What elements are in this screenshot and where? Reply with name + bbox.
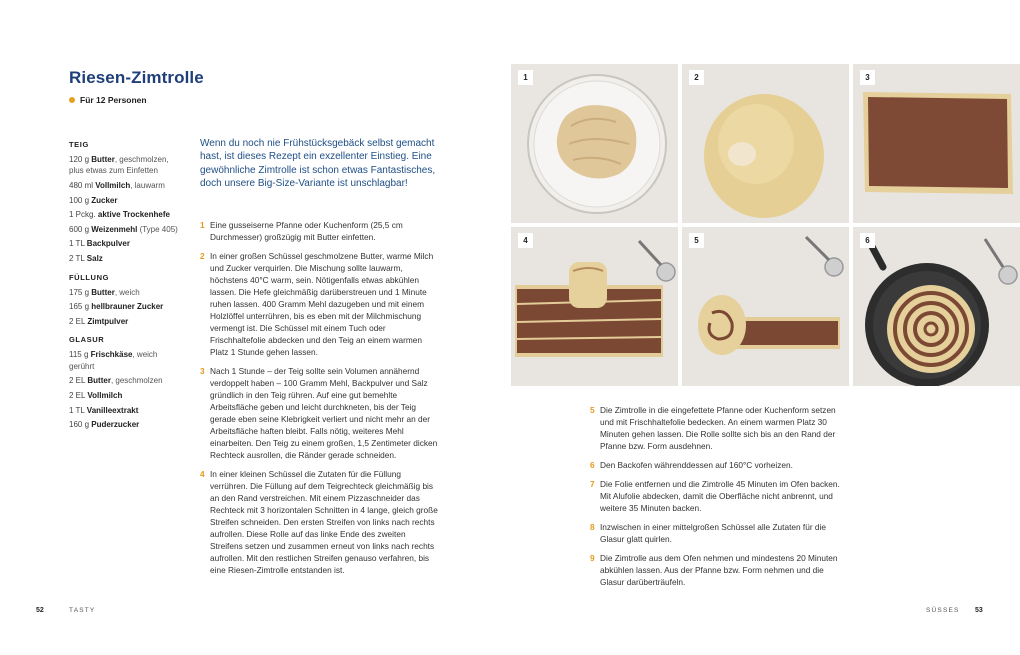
step-number: 4	[200, 469, 205, 480]
step-text: Die Zimtrolle aus dem Ofen nehmen und mindestens 20 Minuten abkühlen lassen. Aus der Pfanne bzw. Form nehmen und die Glasur darüberträufeln.	[600, 553, 838, 588]
ingredient-name: Frischkäse	[90, 350, 133, 360]
ingredient-item	[69, 375, 184, 387]
running-head-left: TASTY	[69, 607, 96, 614]
ingredient-name: Salz	[86, 254, 103, 264]
rolling-strips-photo	[511, 227, 678, 386]
ingredient-quantity: 165 g	[69, 302, 92, 312]
step-text: Nach 1 Stunde – der Teig sollte sein Volumen annähernd verdoppelt haben – 100 Gramm Mehl, Backpulver und Salz gründlich in den Teig rühren. Auf eine gut bemehlte Arbeitsfläche geben und leicht durchkneten, bis der Teig gerade eben seine Klebrigkeit verliert und nicht mehr an der Arbeitsfläche haften bleibt. Falls nötig, weiteres Mehl einarbeiten. Den Teig zu einem großen, 1,5 Zentimeter dicken Rechteck ausrollen, die Ränder gerade schneiden.	[210, 366, 438, 461]
step-item	[590, 521, 840, 545]
bullet-dot-icon	[69, 97, 75, 103]
ingredient-name: Backpulver	[86, 239, 130, 249]
ingredient-item	[69, 253, 184, 265]
photo-badge: 4	[518, 233, 533, 248]
ingredient-quantity: 160 g	[69, 420, 92, 430]
intro-text: Wenn du noch nie Frühstücksgebäck selbst gemacht hast, ist dieses Rezept ein exzellenter Einstieg. Eine gewöhnliche Zimtrolle ist schon etwas Fantastisches, doch unsere Big-Size-Variante ist unschlagbar!	[200, 138, 436, 189]
ingredient-heading: GLASUR	[69, 335, 105, 345]
step-item	[590, 459, 840, 471]
ingredient-quantity: 600 g	[69, 224, 92, 234]
ingredient-item	[69, 301, 184, 313]
ingredient-note: , geschmolzen, plus etwas zum Einfetten	[69, 154, 169, 176]
page-number-right: 53	[975, 607, 983, 614]
ingredient-list	[69, 140, 184, 439]
step-item	[590, 478, 840, 514]
step-item	[590, 552, 840, 588]
ingredient-item	[69, 209, 184, 221]
ingredient-name: aktive Trockenhefe	[97, 210, 170, 220]
step-photo-4	[511, 227, 678, 386]
step-photo-2	[682, 64, 849, 223]
step-item	[200, 219, 440, 243]
ingredient-item	[69, 287, 184, 299]
ingredient-group-glasur	[69, 335, 184, 430]
photo-badge: 5	[689, 233, 704, 248]
ingredient-heading: TEIG	[69, 140, 89, 149]
photo-badge: 3	[860, 70, 875, 85]
ingredient-quantity: 1 TL	[69, 405, 87, 415]
step-text: Eine gusseiserne Pfanne oder Kuchenform (25,5 cm Durchmesser) großzügig mit Butter einfetten.	[210, 220, 403, 243]
ingredient-name: Zimtpulver	[87, 316, 129, 326]
step-item	[200, 365, 440, 461]
serves-line	[69, 95, 147, 105]
ingredient-item	[69, 390, 184, 402]
ingredient-item	[69, 349, 184, 372]
ingredient-item	[69, 224, 184, 236]
ingredient-group-fuellung	[69, 273, 184, 328]
ingredient-name: Butter	[91, 154, 115, 164]
ingredient-name: Vanilleextrakt	[86, 405, 139, 415]
ingredient-note: , weich	[114, 287, 140, 297]
step-photo-3	[853, 64, 1020, 223]
ingredient-item	[69, 238, 184, 250]
step-text: Die Zimtrolle in die eingefettete Pfanne oder Kuchenform setzen und mit Frischhaltefolie bedecken. An einem warmen Platz 30 Minuten gehen lassen. Die Rolle sollte sich bis an den Rand der Pfanne bzw. Form ausdehnen.	[600, 405, 836, 452]
step-number: 9	[590, 553, 595, 564]
roll-in-skillet-photo	[853, 227, 1020, 386]
ingredient-quantity: 115 g	[69, 350, 91, 360]
ingredient-note: , lauwarm	[130, 181, 165, 191]
ingredient-quantity: 100 g	[69, 195, 92, 205]
ingredient-quantity: 2 EL	[69, 316, 88, 326]
ingredient-name: Weizenmehl	[91, 224, 138, 234]
step-photo-1	[511, 64, 678, 223]
step-number: 1	[200, 220, 205, 230]
dough-in-bowl-photo	[511, 64, 678, 223]
step-number: 6	[590, 460, 595, 471]
step-number: 3	[200, 366, 205, 377]
step-text: Den Backofen währenddessen auf 160°C vorheizen.	[600, 460, 793, 471]
step-number: 7	[590, 479, 595, 490]
ingredient-name: Butter	[91, 287, 115, 297]
ingredient-note: , geschmolzen	[110, 376, 163, 386]
step-text: In einer kleinen Schüssel die Zutaten für die Füllung verrühren. Die Füllung auf dem Teigrechteck gleichmäßig bis an den Rand verstreichen. Mit einem Pizzaschneider das Rechteck mit 3 horizontalen Schnitten in 4 lange, gleich große Streifen schneiden. Den ersten Streifen von links nach rechts aufrollen. Diese Rolle auf das linke Ende des zweiten Streifens setzen und zusammen erneut von links nach rechts aufrollen. Mit den restlichen Streifen genauso verfahren, bis eine Riesen-Zimtrolle entstanden ist.	[210, 469, 438, 576]
step-item	[200, 468, 440, 576]
page-number-left: 52	[36, 607, 44, 614]
ingredient-quantity: 2 TL	[69, 254, 87, 264]
ingredient-quantity: 175 g	[69, 287, 92, 297]
ingredient-name: Butter	[87, 376, 111, 386]
recipe-title: Riesen-Zimtrolle	[69, 68, 204, 87]
running-head-right: SÜSSES	[926, 607, 960, 614]
ingredient-item	[69, 419, 184, 431]
serves-text: Für 12 Personen	[80, 95, 147, 105]
ingredient-name: hellbrauner Zucker	[91, 302, 164, 312]
photo-badge: 2	[689, 70, 704, 85]
ingredient-quantity: 2 EL	[69, 390, 88, 400]
rolled-dough-photo	[682, 227, 849, 386]
step-number: 2	[200, 251, 205, 262]
step-text: In einer großen Schüssel geschmolzene Butter, warme Milch und Zucker verquirlen. Die Mischung sollte lauwarm, höchstens 40°C warm, sein. Nötigenfalls etwas abkühlen lassen. Die Hefe gleichmäßig darüberstreuen und 1 Minute ruhen lassen. 400 Gramm Mehl dazugeben und mit einem Holzlöffel unterrühren, bis es eben mit der Milchmischung vermengt ist. Die Schüssel mit einem Tuch oder Frischhaltefolie abdecken und den Teig an einem warmen Platz 1 Stunde gehen lassen.	[210, 251, 434, 358]
ingredient-quantity: 480 ml	[69, 181, 96, 191]
dough-ball-photo	[682, 64, 849, 223]
photo-badge: 1	[518, 70, 533, 85]
ingredient-item	[69, 405, 184, 417]
ingredient-heading: FÜLLUNG	[69, 272, 110, 282]
ingredient-item	[69, 195, 184, 207]
steps-right-column	[590, 404, 840, 595]
ingredient-item	[69, 154, 184, 177]
steps-left-column	[200, 219, 440, 583]
step-number: 5	[590, 405, 595, 415]
step-photo-5	[682, 227, 849, 386]
ingredient-quantity: 2 EL	[69, 376, 88, 386]
ingredient-name: Puderzucker	[91, 420, 140, 430]
step-item	[200, 250, 440, 358]
filled-dough-sheet-photo	[853, 64, 1020, 223]
step-text: Inzwischen in einer mittelgroßen Schüssel alle Zutaten für die Glasur glatt quirlen.	[600, 522, 826, 545]
ingredient-quantity: 1 Pckg.	[69, 210, 98, 220]
ingredient-quantity: 120 g	[69, 154, 92, 164]
ingredient-group-teig	[69, 140, 184, 265]
ingredient-name: Zucker	[91, 195, 118, 205]
step-text: Die Folie entfernen und die Zimtrolle 45 Minuten im Ofen backen. Mit Alufolie abdecken, damit die Oberfläche nicht anbrennt, und weitere 35 Minuten backen.	[600, 479, 840, 514]
ingredient-name: Vollmilch	[87, 390, 123, 400]
ingredient-note: , weich gerührt	[69, 350, 158, 371]
ingredient-item	[69, 316, 184, 328]
ingredient-item	[69, 180, 184, 192]
ingredient-name: Vollmilch	[95, 181, 131, 191]
photo-badge: 6	[860, 233, 875, 248]
ingredient-quantity: 1 TL	[69, 239, 87, 249]
step-photo-6	[853, 227, 1020, 386]
step-number: 8	[590, 522, 595, 533]
step-item	[590, 404, 840, 452]
ingredient-note: (Type 405)	[137, 224, 178, 234]
